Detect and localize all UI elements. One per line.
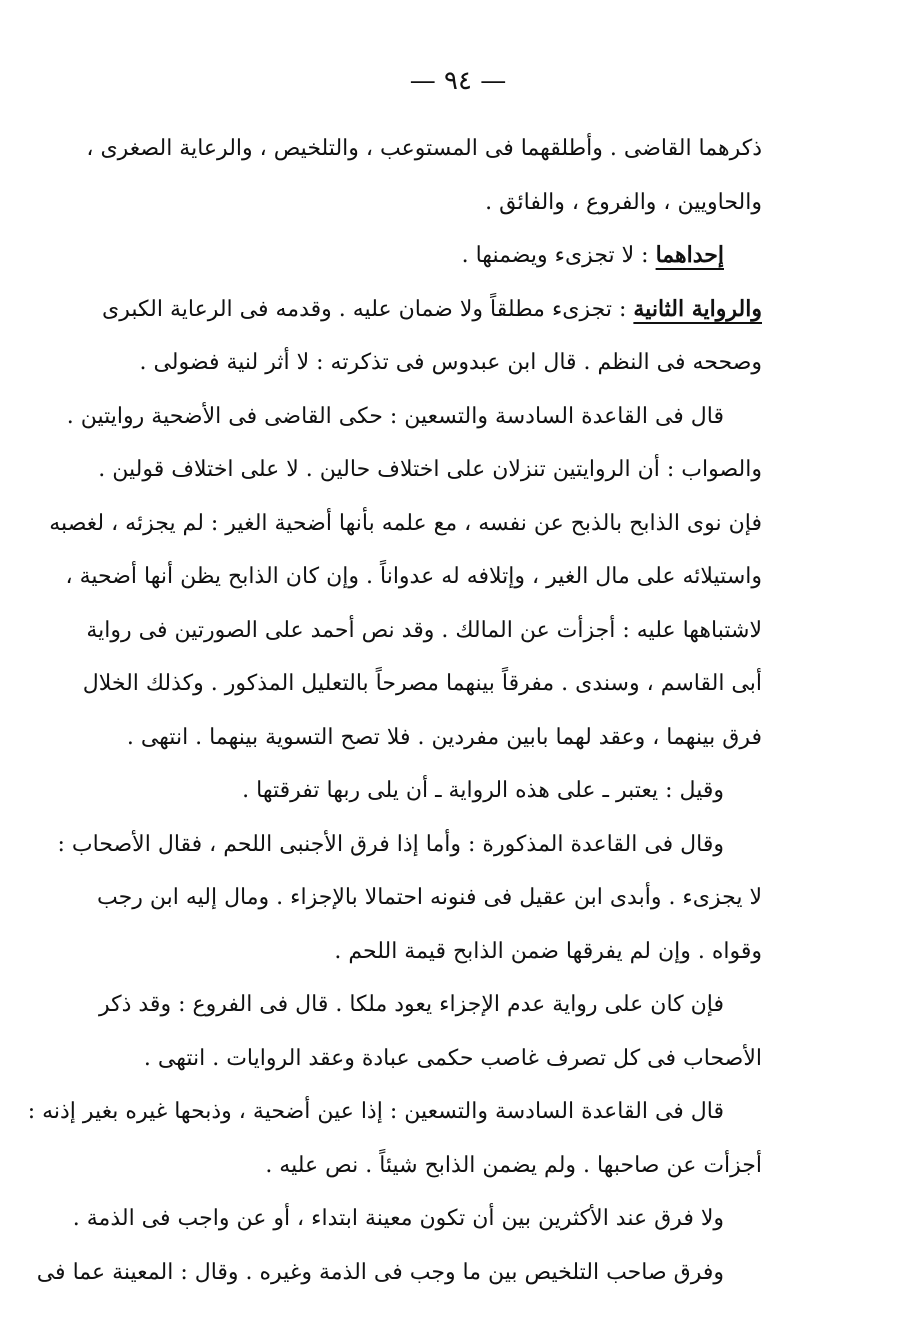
text-line (86, 122, 762, 176)
text-line-content: ولا فرق عند الأكثرين بين أن تكون معينة ابتداء ، أو عن واجب فى الذمة . (72, 1206, 724, 1231)
text-line-content: أبى القاسم ، وسندى . مفرقاً بينهما مصرحاً بالتعليل المذكور . وكذلك الخلال (82, 671, 762, 696)
text-line-content: وقواه . وإن لم يفرقها ضمن الذابح قيمة اللحم . (334, 938, 762, 964)
text-line-content: الأصحاب فى كل تصرف غاصب حكمى عبادة وعقد الروايات . انتهى . (143, 1045, 762, 1071)
text-line-content: أجزأت عن صاحبها . ولم يضمن الذابح شيئاً . نص عليه . (265, 1152, 762, 1178)
text-line (106, 1139, 762, 1193)
text-line-content: وصححه فى النظم . قال ابن عبدوس فى تذكرته : لا أثر لنية فضولى . (139, 350, 762, 375)
text-line-content: فإن كان على رواية عدم الإجزاء يعود ملكا . قال فى الفروع : وقد ذكر (98, 992, 724, 1017)
paragraph-lead-word: والرواية الثانية (633, 295, 762, 322)
text-line (72, 1192, 762, 1246)
text-line (106, 711, 762, 765)
text-line (106, 764, 762, 818)
text-line-content: وفرق صاحب التلخيص بين ما وجب فى الذمة وغيره . وقال : المعينة عما فى (36, 1259, 724, 1285)
text-line (36, 1246, 762, 1300)
text-line-content: قال فى القاعدة السادسة والتسعين : إذا عين أضحية ، وذبحها غيره بغير إذنه : (27, 1099, 724, 1124)
text-line (97, 871, 762, 925)
text-line (106, 336, 762, 390)
text-line (82, 657, 762, 711)
text-line (65, 550, 762, 604)
text-line-content: واستيلائه على مال الغير ، وإتلافه له عدواناً . وإن كان الذابح يظن أنها أضحية ، (65, 564, 762, 589)
body-text (27, 122, 762, 1299)
text-line-content: لاشتباهها عليه : أجزأت عن المالك . وقد نص أحمد على الصورتين فى رواية (86, 617, 762, 643)
text-line-content: قال فى القاعدة السادسة والتسعين : حكى القاضى فى الأضحية روايتين . (66, 403, 724, 429)
text-line (106, 229, 762, 283)
text-line (106, 176, 762, 230)
text-line-content: وقال فى القاعدة المذكورة : وأما إذا فرق الأجنبى اللحم ، فقال الأصحاب : (57, 831, 724, 857)
text-line (102, 283, 762, 337)
text-line-content: والحاويين ، والفروع ، والفائق . (485, 189, 762, 215)
text-line-content: : لا تجزىء ويضمنها . (461, 243, 656, 268)
text-line (57, 818, 762, 872)
text-line (98, 443, 762, 497)
page-number: — ٩٤ — (409, 66, 507, 96)
text-line (27, 1085, 762, 1139)
text-line (66, 390, 762, 444)
text-line-content: لا يجزىء . وأبدى ابن عقيل فى فنونه احتمالا بالإجزاء . ومال إليه ابن رجب (97, 885, 762, 910)
text-line-content: : تجزىء مطلقاً ولا ضمان عليه . وقدمه فى الرعاية الكبرى (102, 296, 634, 322)
text-line-content: ذكرهما القاضى . وأطلقهما فى المستوعب ، والتلخيص ، والرعاية الصغرى ، (86, 136, 762, 161)
text-line-content: والصواب : أن الروايتين تنزلان على اختلاف حالين . لا على اختلاف قولين . (98, 457, 762, 482)
text-line-content: فرق بينهما ، وعقد لهما بابين مفردين . فلا تصح التسوية بينهما . انتهى . (126, 724, 762, 750)
text-line (106, 1032, 762, 1086)
text-line (49, 497, 762, 551)
paragraph-lead-word: إحداهما (655, 242, 724, 268)
text-line (98, 978, 762, 1032)
text-line (106, 925, 762, 979)
text-line-content: وقيل : يعتبر ـ على هذه الرواية ـ أن يلى ربها تفرقتها . (242, 778, 724, 803)
text-line (86, 604, 762, 658)
text-line-content: فإن نوى الذابح بالذبح عن نفسه ، مع علمه بأنها أضحية الغير : لم يجزئه ، لغصبه (49, 510, 762, 536)
